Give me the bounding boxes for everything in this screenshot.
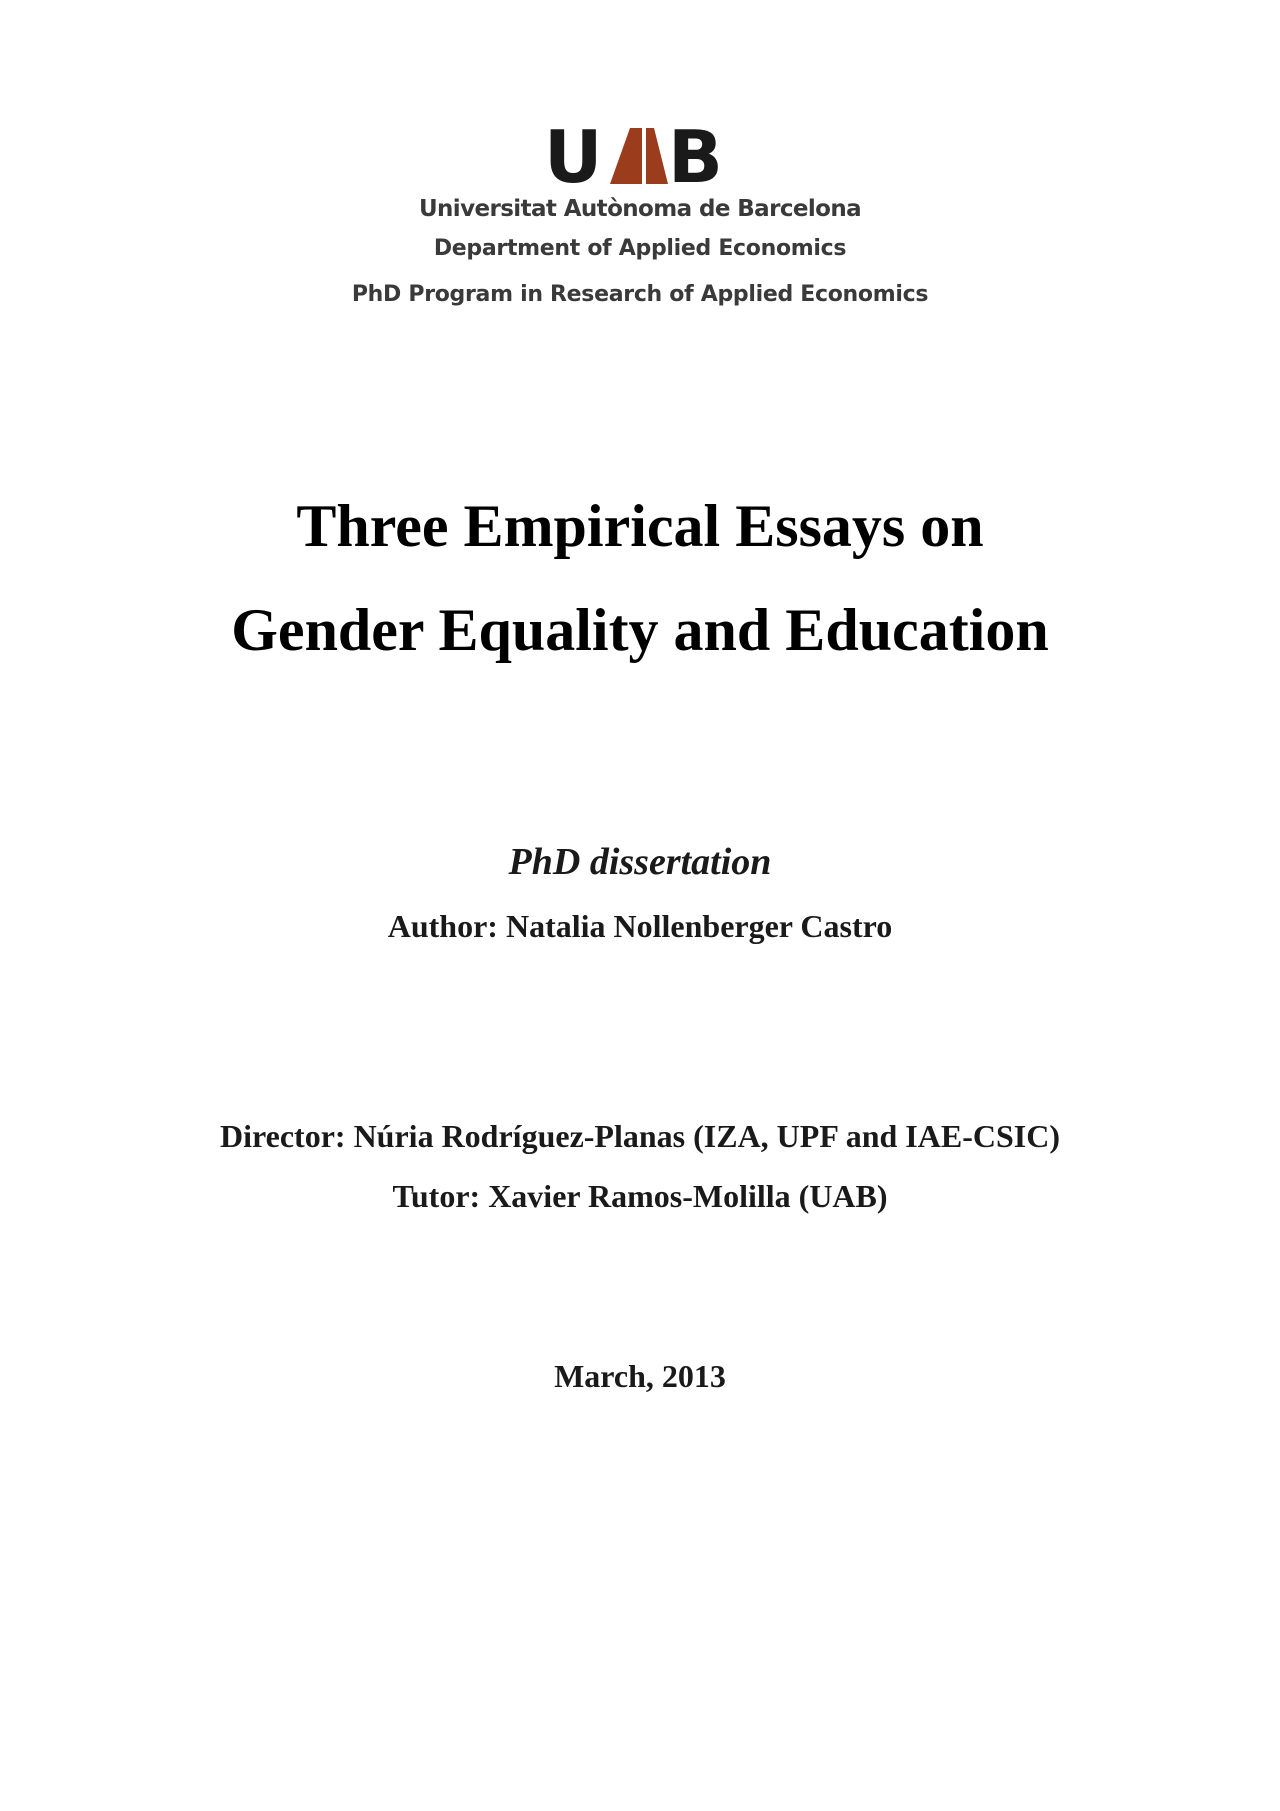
director-line: Director: Núria Rodríguez-Planas (IZA, UPF and IAE-CSIC) (220, 1118, 1060, 1154)
logo-letter-a-mark (608, 128, 668, 184)
program-name: PhD Program in Research of Applied Economics (351, 282, 929, 307)
title-line-1: Three Empirical Essays on (296, 493, 984, 559)
title-line-2: Gender Equality and Education (231, 597, 1049, 663)
logo-letter-u: U (544, 115, 601, 199)
logo-letter-b: B (668, 115, 721, 199)
logo-a-right-leg (646, 128, 668, 184)
logo-a-notch (642, 156, 646, 184)
document-type: PhD dissertation (508, 841, 772, 883)
university-name: Universitat Autònoma de Barcelona (418, 196, 862, 222)
logo-a-left-leg (610, 128, 642, 184)
date-line: March, 2013 (554, 1358, 726, 1394)
tutor-line: Tutor: Xavier Ramos-Molilla (UAB) (392, 1178, 888, 1214)
department-name: Department of Applied Economics (433, 236, 847, 261)
author-line: Author: Natalia Nollenberger Castro (387, 908, 893, 944)
uab-logo (544, 115, 724, 199)
